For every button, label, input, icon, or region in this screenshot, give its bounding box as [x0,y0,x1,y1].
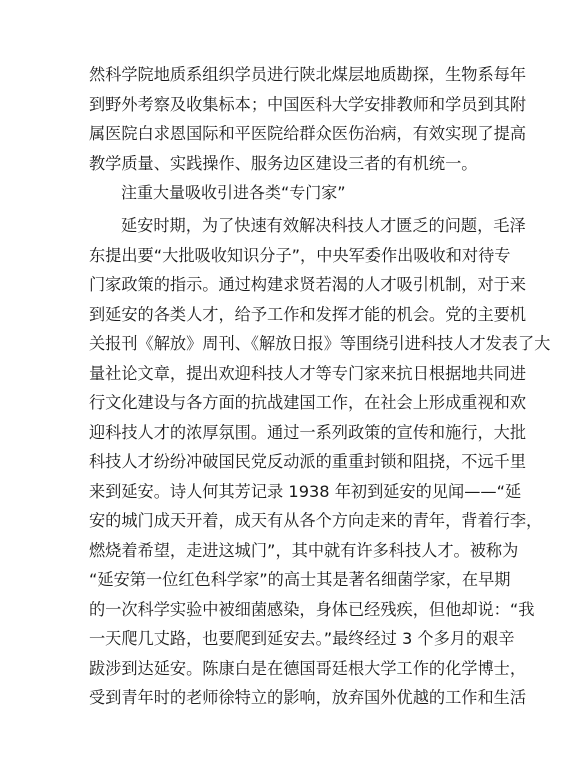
text-line: 跋涉到达延安。陈康白是在德国哥廷根大学工作的化学博士， [89,658,527,678]
text-line: 属医院白求恩国际和平医院给群众医伤治病，有效实现了提高 [89,124,527,143]
text-line: 迎科技人才的浓厚氛围。通过一系列政策的宣传和施行，大批 [89,422,527,442]
text-line: 安的城门成天开着，成天有从各个方向走来的青年，背着行李， [89,511,543,530]
text-line: 到野外考察及收集标本；中国医科大学安排教师和学员到其附 [89,94,527,114]
paragraph-body [89,211,551,713]
paragraph-continued [89,60,527,178]
text-line: 科技人才纷纷冲破国民党反动派的重重封锁和阻挠，不远千里 [89,452,527,471]
text-line: 的一次科学实验中被细菌感染，身体已经残疾，但他却说：“我 [89,599,535,619]
text-line: 东提出要“大批吸收知识分子”，中央军委作出吸收和对待专 [89,245,511,265]
text-line: “延安第一位红色科学家”的高士其是著名细菌学家，在早期 [89,570,511,589]
text-line: 延安时期，为了快速有效解决科技人才匮乏的问题，毛泽 [121,216,526,235]
text-line: 燃烧着希望，走进这城门”，其中就有许多科技人才。被称为 [89,540,519,560]
text-line: 门家政策的指示。通过构建求贤若渴的人才吸引机制，对于来 [89,275,527,294]
text-line: 量社论文章，提出欢迎科技人才等专门家来抗日根据地共同进 [89,363,527,383]
text-line: 关报刊《解放》周刊、《解放日报》等围绕引进科技人才发表了大 [89,334,551,353]
text-line: 教学质量、实践操作、服务边区建设三者的有机统一。 [89,153,478,173]
text-line: 然科学院地质系组织学员进行陕北煤层地质勘探，生物系每年 [89,65,527,84]
text-line: 来到延安。诗人何其芳记录 1938 年初到延安的见闻——“延 [89,481,522,501]
text-line: 行文化建设与各方面的抗战建国工作，在社会上形成重视和欢 [89,393,527,412]
text-line: 到延安的各类人才，给予工作和发挥才能的机会。党的主要机 [89,304,527,324]
section-heading-block [89,178,509,208]
section-heading: 注重大量吸收引进各类“专门家” [121,183,346,202]
text-line: 一天爬几丈路，也要爬到延安去。”最终经过 3 个多月的艰辛 [89,629,515,648]
text-line: 受到青年时的老师徐特立的影响，放弃国外优越的工作和生活 [89,688,527,707]
